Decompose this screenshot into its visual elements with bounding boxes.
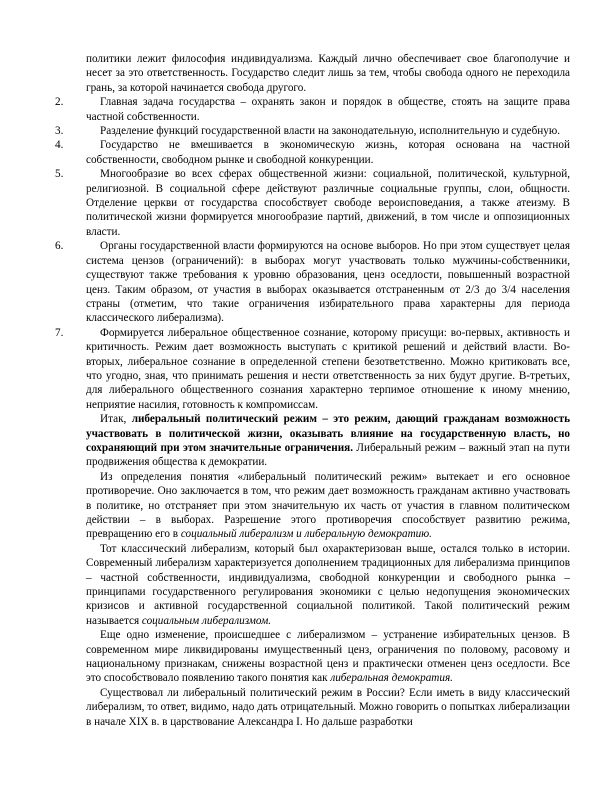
list-item-text: Формируется либеральное общественное сознание, которому присущи: во-первых, активность и критичность. Режим дает возможность выступать с критикой решений и действий власти. Во-вторых, либеральное сознание в определенной степени безответственно. Можно критиковать все, что угодно, зная, что принимать решения и нести ответственность за них будут другие. В-третьих, для либерального общественного сознания характерно терпимое отношение к иному мнению, неприятие насилия, готовность к компромиссам. — [86, 326, 570, 411]
paragraph-text: Из определения понятия «либеральный политический режим» вытекает и его основное противоречие. Оно заключается в том, что режим дает возможность гражданам активно участвовать в политике, но отстраняет при этом значительную их часть от участия в главном политическом действии – в выборах. Разрешение этого противоречия способствует развитию режима, превращению его в — [86, 470, 570, 541]
list-item-4 — [55, 138, 570, 167]
list-item-2 — [55, 95, 570, 124]
list-item-text: Органы государственной власти формируются на основе выборов. Но при этом существует целая система цензов (ограничений): в выборах могут участвовать только мужчины-собственники, существуют также требования к уровню образования, ценз оседлости, повышенный возрастной ценз. Таким образом, от участия в выборах оказывается отстраненным от 2/3 до 3/4 населения страны (отметим, что такие ограничения избирательного права характерны для периода классического либерализма). — [86, 240, 570, 325]
list-number: 5. — [55, 168, 64, 181]
document-body — [55, 52, 570, 729]
list-number: 4. — [55, 139, 64, 152]
continuation-text: политики лежит философия индивидуализма. Каждый лично обеспечивает свое благополучие и несет за это ответственность. Государство следит лишь за тем, чтобы свобода одного не переходила грань, за которой начинается свобода другого. — [86, 53, 570, 94]
list-item-text: Государство не вмешивается в экономическую жизнь, которая основана на частной собственности, свободном рынке и свободной конкуренции. — [86, 139, 570, 166]
list-number: 6. — [55, 240, 64, 253]
list-number: 7. — [55, 326, 64, 339]
definition-bold: либеральный политический режим – это режим, дающий гражданам возможность участвовать в политической жизни, оказывать влияние на государственную власть, но сохраняющий при этом значительные ограничения. — [86, 413, 570, 454]
list-item-text: Разделение функций государственной власти на законодательную, исполнительную и судебную. — [100, 125, 561, 138]
list-item-continuation — [86, 52, 570, 95]
paragraph-liberal-democracy — [86, 628, 570, 686]
paragraph-lead: Итак, — [100, 413, 132, 426]
paragraph-tail: Либеральный режим – важный этап на пути продвижения общества к демократии. — [86, 441, 570, 469]
paragraph-text: Еще одно изменение, происшедшее с либерализмом – устранение избирательных цензов. В современном мире ликвидированы имущественный ценз, ограничения по половому, расовому и национальному признакам, снижены возрастной ценз и практически отменен ценз оседлости. Все это способствовало появлению такого понятия как — [86, 629, 570, 685]
paragraph-text: Тот классический либерализм, который был охарактеризован выше, остался только в истории. Современный либерализм характеризуется дополнением традиционных для либерализма принципов – частной собственности, индивидуализма, свободной конкуренции и свободного рынка – принципами государственного регулирования экономики с целью недопущения экономических кризисов и активной государственной социальной политикой. Такой политический режим называется — [86, 542, 570, 627]
paragraph-contradiction — [86, 470, 570, 542]
list-item-3 — [55, 124, 570, 138]
paragraph-italic: либеральная демократия. — [330, 672, 453, 685]
paragraph-italic: социальный либерализм и либеральную демократию. — [180, 528, 432, 541]
list-number: 2. — [55, 96, 64, 109]
paragraph-social-liberalism — [86, 542, 570, 628]
list-item-text: Главная задача государства – охранять закон и порядок в обществе, стоять на защите права частной собственности. — [86, 96, 570, 123]
paragraph-text: Существовал ли либеральный политический режим в России? Если иметь в виду классический либерализм, то ответ, видимо, надо дать отрицательный. Можно говорить о попытках либерализации в начале XIX в. в царствование Александра I. Но дальше разработки — [86, 686, 570, 728]
list-number: 3. — [55, 125, 64, 138]
list-item-5 — [55, 167, 570, 239]
paragraph-italic: социальным либерализмом. — [141, 614, 272, 627]
paragraph-russia — [86, 686, 570, 729]
list-item-text: Многообразие во всех сферах общественной жизни: социальной, политической, культурной, религиозной. В социальной сфере действуют различные социальные группы, слои, общности. Отделение церкви от государства способствует свободе вероисповедания, а также атеизму. В политической жизни формируется многообразие партий, движений, в том числе и оппозиционных власти. — [86, 168, 570, 238]
list-item-6 — [55, 239, 570, 325]
list-item-7 — [55, 326, 570, 412]
paragraph-definition — [86, 412, 570, 470]
